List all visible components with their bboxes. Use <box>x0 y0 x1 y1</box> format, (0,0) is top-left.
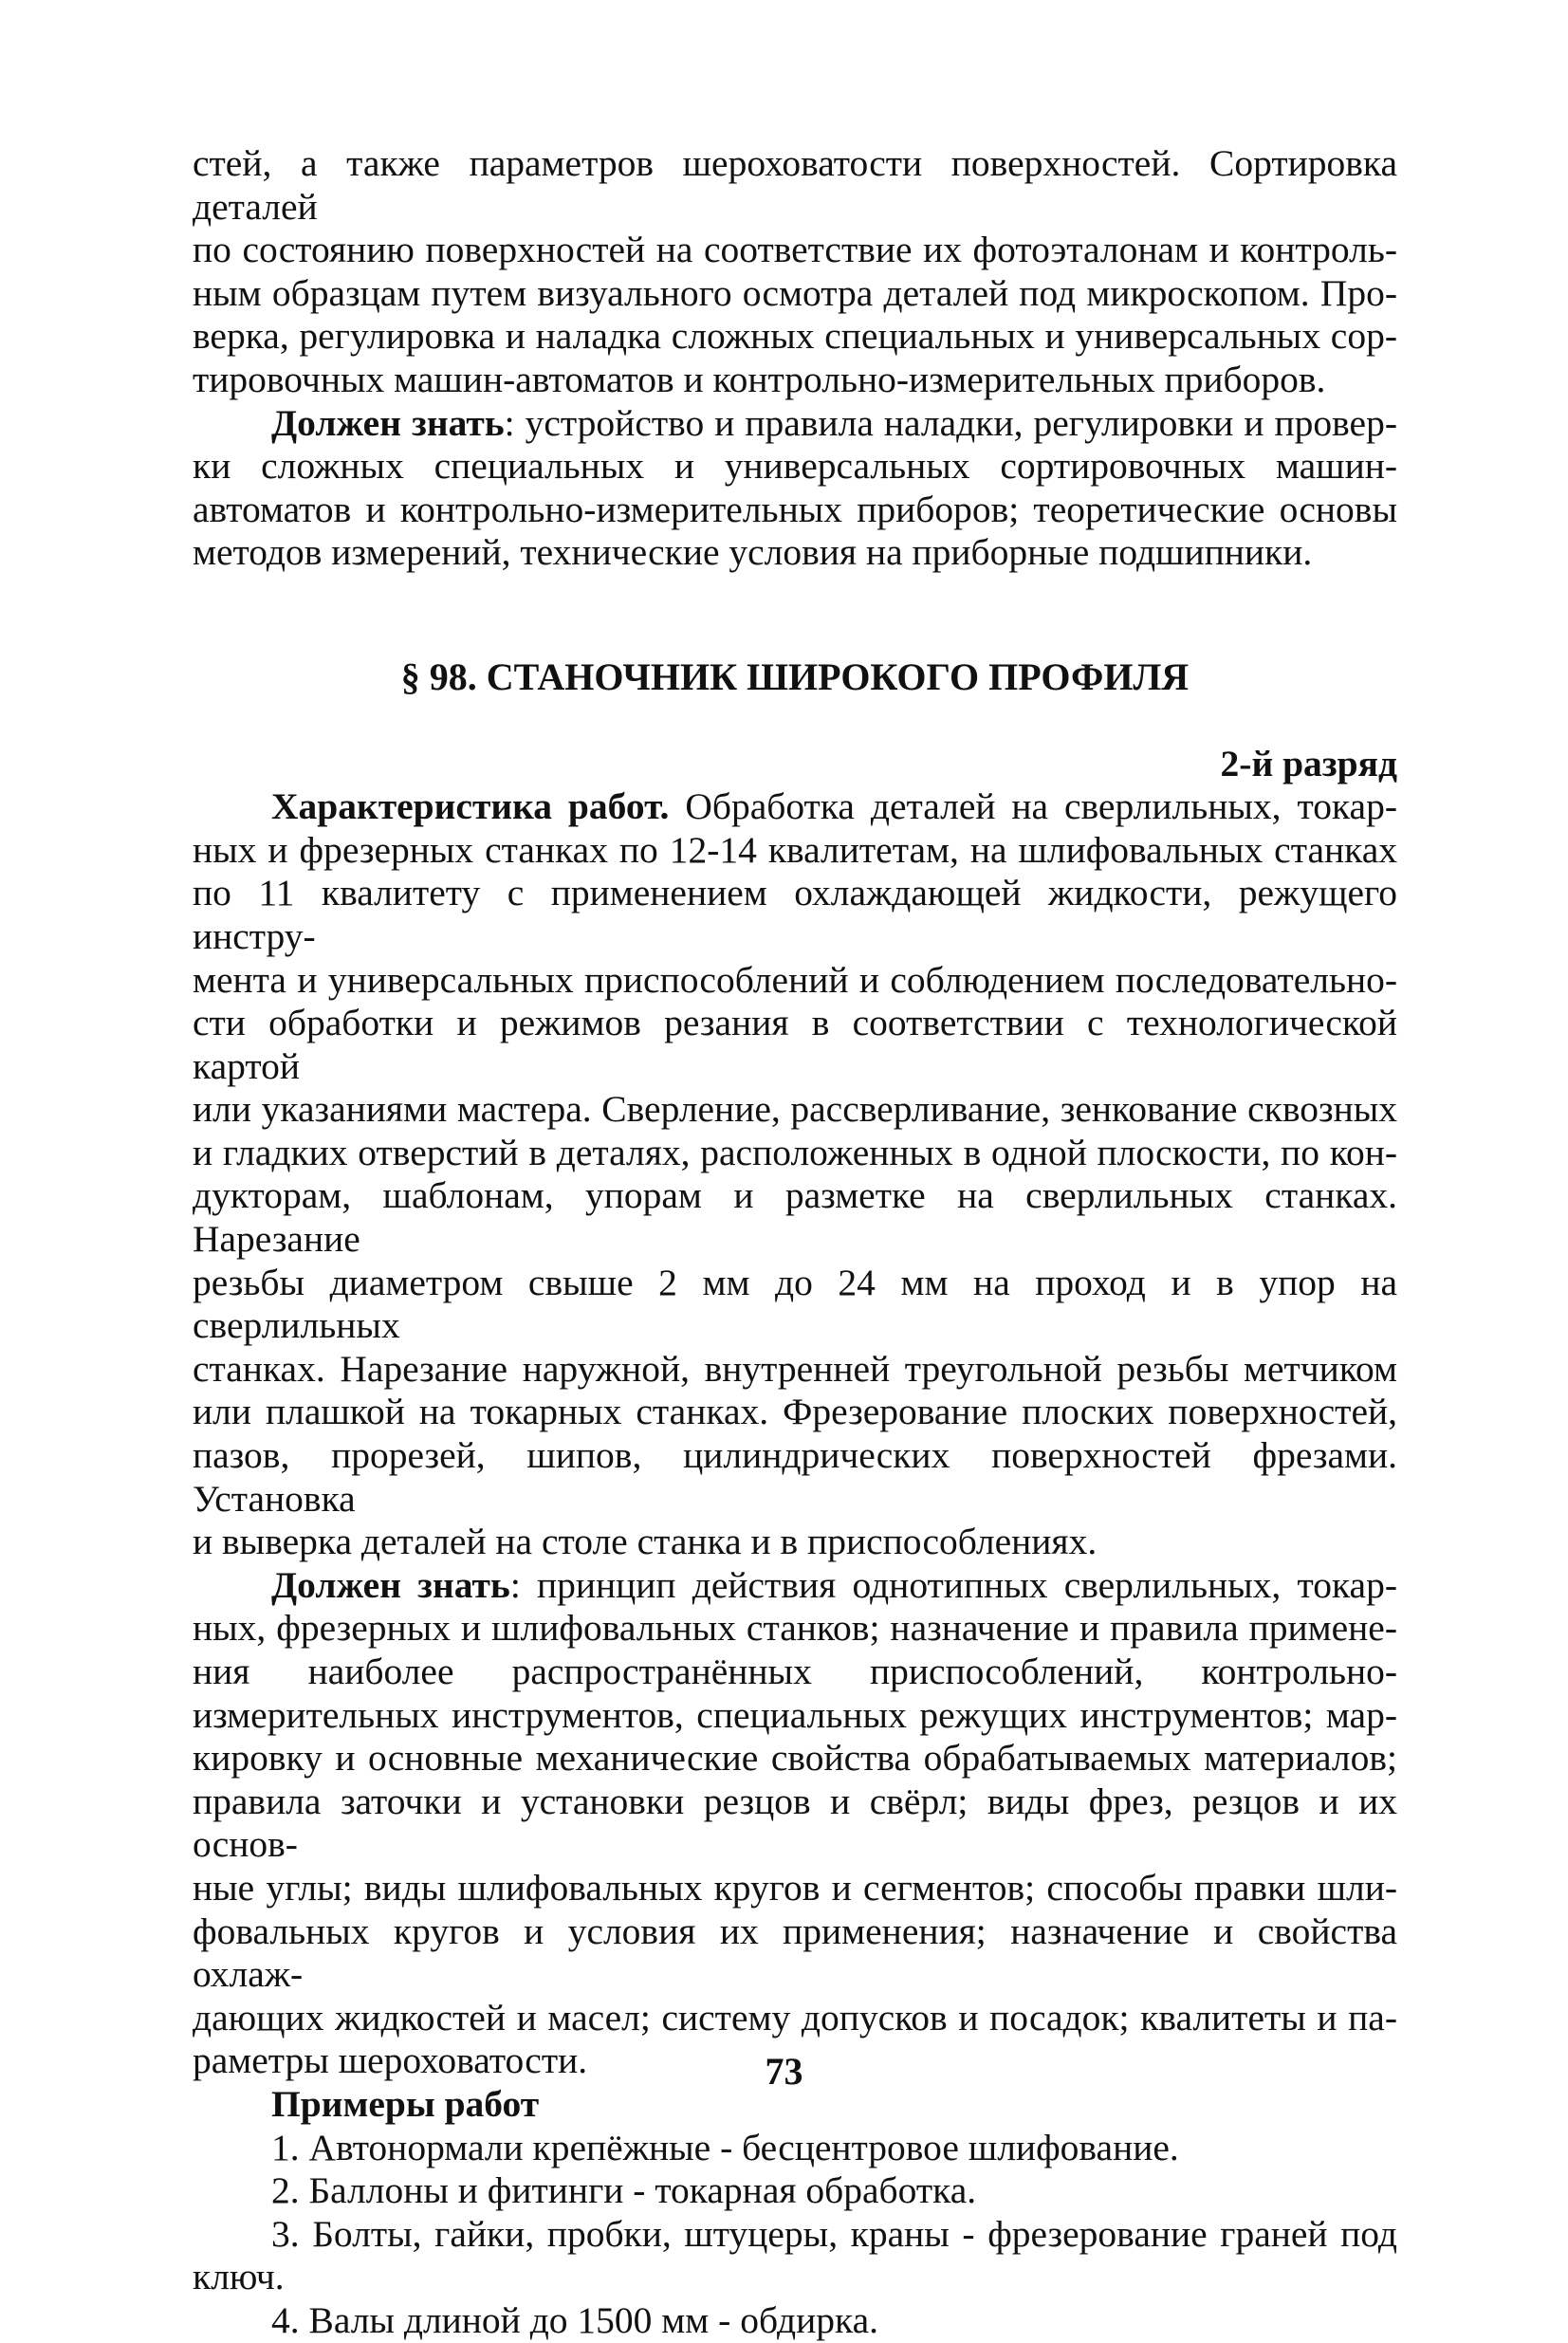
page-body <box>193 142 1397 2343</box>
text-line: тировочных машин-автоматов и контрольно-измерительных приборов. <box>193 358 1326 400</box>
examples-list <box>193 2127 1397 2343</box>
text-line: резьбы диаметром свыше 2 мм до 24 мм на проход и в упор на сверлильных <box>193 1261 1397 1347</box>
text-line: дукторам, шаблонам, упорам и разметке на сверлильных станках. Нарезание <box>193 1174 1397 1261</box>
page-number: 73 <box>765 2050 803 2093</box>
text-line: ные углы; виды шлифовальных кругов и сегментов; способы правки шли- <box>193 1866 1397 1909</box>
text-line: ным образцам путем визуального осмотра деталей под микроскопом. Про- <box>193 271 1397 314</box>
text-line: пазов, прорезей, шипов, цилиндрических поверхностей фрезами. Установка <box>193 1434 1397 1520</box>
text-line: или указаниями мастера. Сверление, рассверливание, зенкование сквозных <box>193 1088 1397 1131</box>
text-line: или плашкой на токарных станках. Фрезерование плоских поверхностей, <box>193 1391 1397 1433</box>
text-line: методов измерений, технические условия на приборные подшипники. <box>193 531 1313 574</box>
text-line: раметры шероховатости. <box>193 2039 588 2082</box>
work-characteristics <box>193 785 1397 1564</box>
text-line: и гладких отверстий в деталях, расположенных в одной плоскости, по кон- <box>193 1131 1397 1173</box>
must-know-label: Должен знать <box>271 401 505 444</box>
text-line: измерительных инструментов, специальных режущих инструментов; мар- <box>193 1693 1397 1736</box>
text-line: станках. Нарезание наружной, внутренней треугольной резьбы метчиком <box>193 1347 1397 1390</box>
must-know <box>193 1564 1397 2083</box>
list-item: 2. Баллоны и фитинги - токарная обработка. <box>271 2169 977 2212</box>
examples-title: Примеры работ <box>271 2082 540 2125</box>
text-line: и выверка деталей на столе станка и в приспособлениях. <box>193 1521 1098 1563</box>
text-line: ных, фрезерных и шлифовальных станков; назначение и правила примене- <box>193 1607 1397 1650</box>
prev-section-text <box>193 142 1397 402</box>
text-line: Должен знать: устройство и правила наладки, регулировки и провер- <box>271 401 1397 444</box>
must-know-label: Должен знать <box>271 1563 510 1606</box>
list-item: 4. Валы длиной до 1500 мм - обдирка. <box>271 2298 879 2341</box>
text-line: стей, а также параметров шероховатости поверхностей. Сортировка деталей <box>193 142 1397 228</box>
text-line: автоматов и контрольно-измерительных приборов; теоретические основы <box>193 488 1397 530</box>
text-line: кировку и основные механические свойства обрабатываемых материалов; <box>193 1737 1397 1780</box>
work-label: Характеристика работ. <box>271 785 670 828</box>
text-line: сти обработки и режимов резания в соответствии с технологической картой <box>193 1002 1397 1087</box>
text-line: фовальных кругов и условия их применения; назначение и свойства охлаж- <box>193 1909 1397 1996</box>
text-line: по состоянию поверхностей на соответствие их фотоэталонам и контроль- <box>193 229 1397 271</box>
list-item-continuation: ключ. <box>193 2256 285 2298</box>
prev-must-know <box>193 402 1397 575</box>
text-line: верка, регулировка и наладка сложных специальных и универсальных сор- <box>193 315 1397 358</box>
text-line: по 11 квалитету с применением охлаждающей жидкости, режущего инстру- <box>193 872 1397 957</box>
text-line: Характеристика работ. Обработка деталей на сверлильных, токар- <box>271 785 1397 828</box>
text-line: Должен знать: принцип действия однотипных сверлильных, токар- <box>271 1563 1397 1606</box>
text-line: ки сложных специальных и универсальных сортировочных машин- <box>193 445 1397 488</box>
text-line: мента и универсальных приспособлений и соблюдением последовательно- <box>193 958 1397 1001</box>
list-item: 1. Автонормали крепёжные - бесцентровое шлифование. <box>271 2126 1179 2168</box>
list-item: 3. Болты, гайки, пробки, штуцеры, краны - фрезерование граней под <box>271 2212 1397 2255</box>
text-line: ных и фрезерных станках по 12-14 квалитетам, на шлифовальных станках <box>193 828 1397 871</box>
text-line: правила заточки и установки резцов и свёрл; виды фрез, резцов и их основ- <box>193 1780 1397 1866</box>
text-line: ния наиболее распространённых приспособлений, контрольно- <box>193 1651 1397 1692</box>
grade-label: 2-й разряд <box>1220 742 1397 784</box>
section-heading: § 98. СТАНОЧНИК ШИРОКОГО ПРОФИЛЯ <box>400 655 1190 698</box>
text-line: дающих жидкостей и масел; систему допусков и посадок; квалитеты и па- <box>193 1996 1397 2039</box>
